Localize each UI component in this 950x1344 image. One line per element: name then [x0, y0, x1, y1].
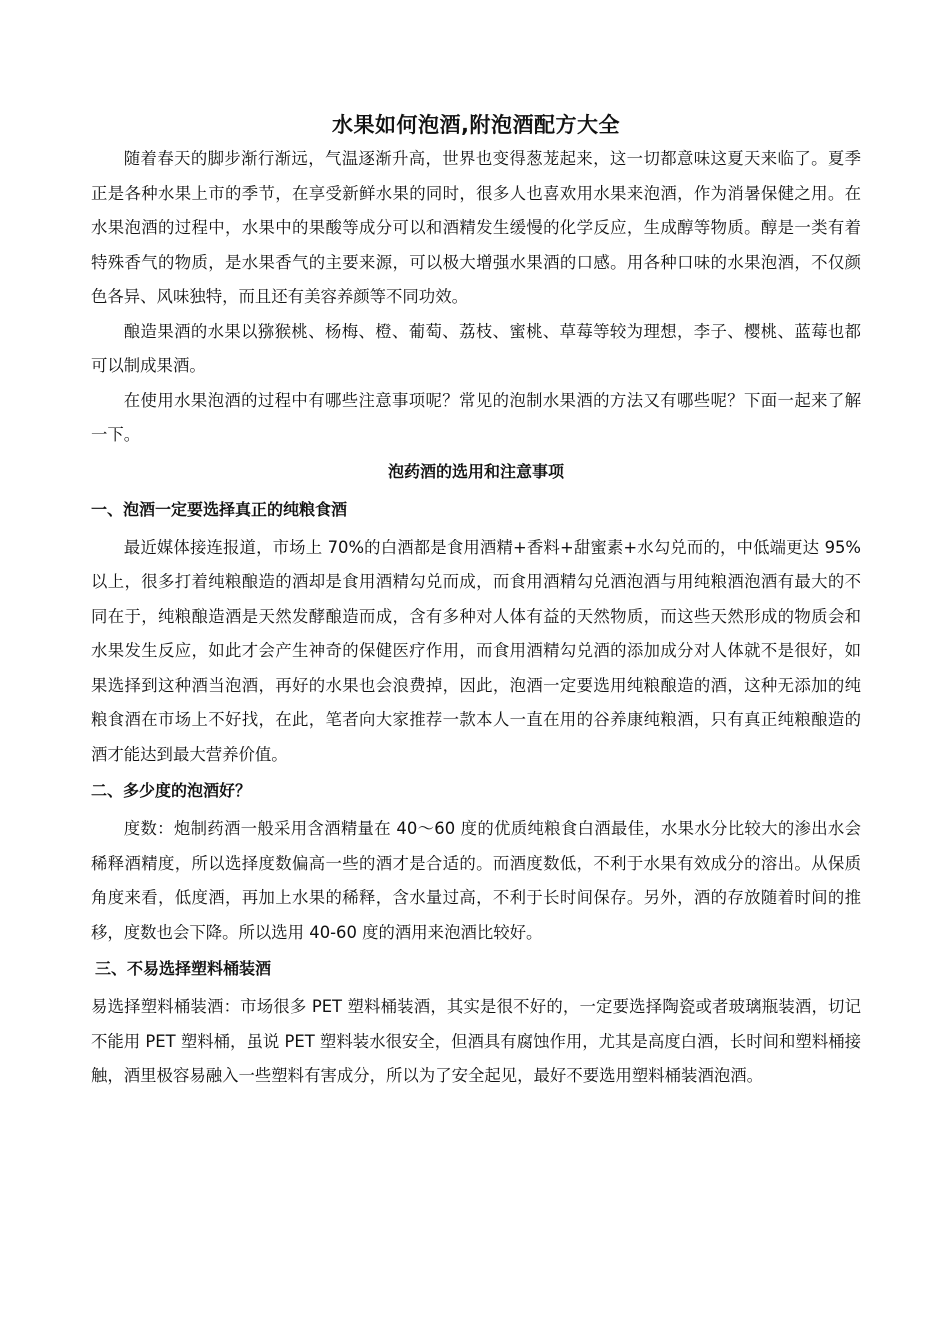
section-body-2: 度数：炮制药酒一般采用含酒精量在 40～60 度的优质纯粮食白酒最佳，水果水分比较大的渗出水会稀释酒精度，所以选择度数偏高一些的酒才是合适的。而酒度数低，不利于水果有效成分的溶出。从保质角度来看，低度酒，再加上水果的稀释，含水量过高，不利于长时间保存。另外，酒的存放随着时间的推移，度数也会下降。所以选用 40-60 度的酒用来泡酒比较好。: [91, 819, 861, 942]
section-heading-3: 三、不易选择塑料桶装酒: [95, 959, 272, 978]
section-title: 泡药酒的选用和注意事项: [387, 461, 564, 481]
document-page: [91, 100, 861, 1094]
section-heading-2: 二、多少度的泡酒好？: [91, 781, 252, 800]
document-title: 水果如何泡酒,附泡酒配方大全: [332, 113, 620, 137]
section-heading-1: 一、泡酒一定要选择真正的纯粮食酒: [91, 499, 348, 519]
intro-paragraph-3: 在使用水果泡酒的过程中有哪些注意事项呢？常见的泡制水果酒的方法又有哪些呢？下面一起来了解一下。: [91, 390, 861, 444]
intro-paragraph-1: 随着春天的脚步渐行渐远，气温逐渐升高，世界也变得葱茏起来，这一切都意味这夏天来临了。夏季正是各种水果上市的季节，在享受新鲜水果的同时，很多人也喜欢用水果来泡酒，作为消暑保健之用。在水果泡酒的过程中，水果中的果酸等成分可以和酒精发生缓慢的化学反应，生成醇等物质。醇是一类有着特殊香气的物质，是水果香气的主要来源，可以极大增强水果酒的口感。用各种口味的水果泡酒，不仅颜色各异、风味独特，而且还有美容养颜等不同功效。: [91, 149, 861, 306]
intro-paragraph-2: 酿造果酒的水果以猕猴桃、杨梅、橙、葡萄、荔枝、蜜桃、草莓等较为理想，李子、樱桃、蓝莓也都可以制成果酒。: [91, 321, 861, 375]
section-body-1: 最近媒体接连报道，市场上 70%的白酒都是食用酒精+香料+甜蜜素+水勾兑而的，中低端更达 95%以上，很多打着纯粮酿造的酒却是食用酒精勾兑而成，而食用酒精勾兑酒泡酒与用纯粮酒泡酒有最大的不同在于，纯粮酿造酒是天然发酵酿造而成，含有多种对人体有益的天然物质，而这些天然形成的物质会和水果发生反应，如此才会产生神奇的保健医疗作用，而食用酒精勾兑酒的添加成分对人体就不是很好，如果选择到这种酒当泡酒，再好的水果也会浪费掉，因此，泡酒一定要选用纯粮酿造的酒，这种无添加的纯粮食酒在市场上不好找，在此，笔者向大家推荐一款本人一直在用的谷养康纯粮酒，只有真正纯粮酿造的酒才能达到最大营养价值。: [91, 537, 861, 764]
section-body-3: 易选择塑料桶装酒：市场很多 PET 塑料桶装酒，其实是很不好的，一定要选择陶瓷或者玻璃瓶装酒，切记不能用 PET 塑料桶，虽说 PET 塑料装水很安全，但酒具有腐蚀作用，尤其是高度白酒，长时间和塑料桶接触，酒里极容易融入一些塑料有害成分，所以为了安全起见，最好不要选用塑料桶装酒泡酒。: [91, 997, 861, 1085]
